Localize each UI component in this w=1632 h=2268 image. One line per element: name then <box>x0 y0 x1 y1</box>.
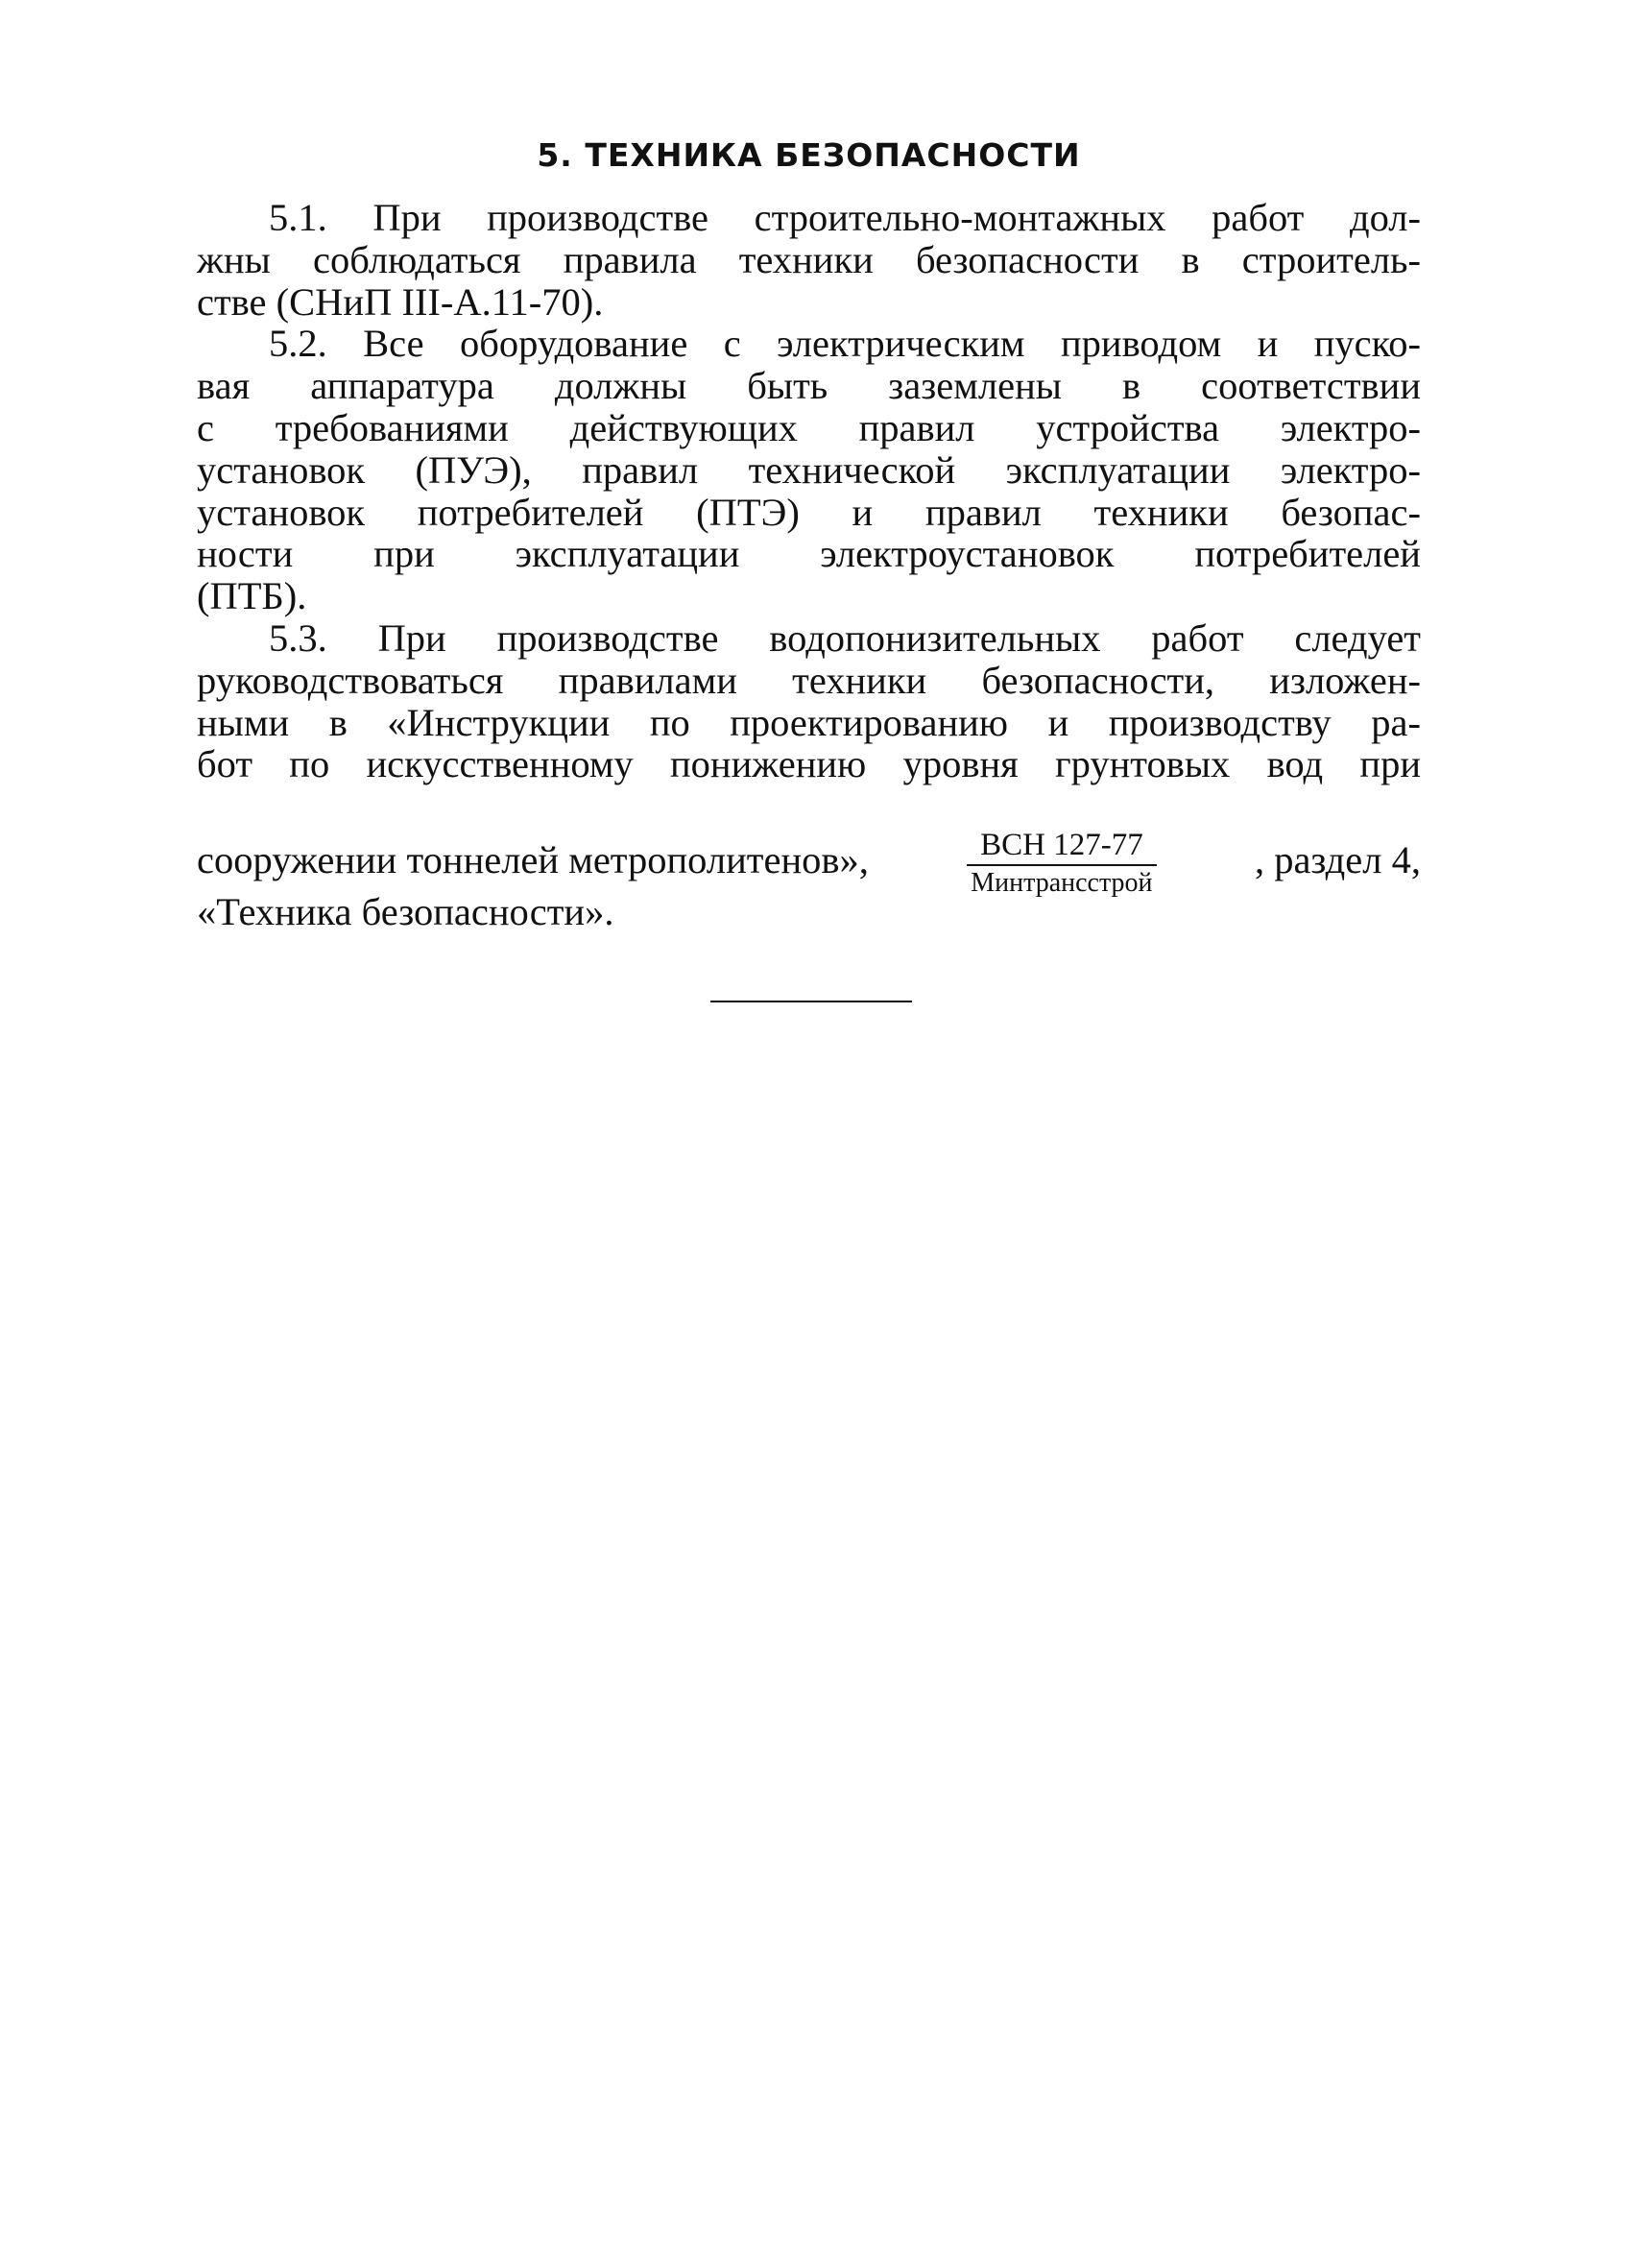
reference-fraction <box>967 828 1157 899</box>
paragraph-line: 5.1. При производстве строительно-монтажных работ дол- <box>269 196 1421 239</box>
paragraph-line: жны соблюдаться правила техники безопасности в строитель- <box>197 237 1421 281</box>
paragraph-5-3 <box>197 617 1421 933</box>
paragraph-line: 5.2. Все оборудование с электрическим приводом и пуско- <box>269 322 1421 366</box>
paragraph-5-1 <box>197 197 1421 323</box>
paragraph-line: с требованиями действующих правил устройства электро- <box>197 405 1421 449</box>
end-rule <box>710 1001 912 1002</box>
paragraph-line: ности при эксплуатации электроустановок потребителей <box>197 532 1421 576</box>
paragraph-line: стве (СНиП III-А.11-70). <box>197 279 604 324</box>
section-body <box>197 197 1421 933</box>
paragraph-line: вая аппаратура должны быть заземлены в соответствии <box>197 364 1421 408</box>
fraction-line-text-before: сооружении тоннелей метрополитенов», <box>197 838 869 882</box>
paragraph-5-2 <box>197 323 1421 617</box>
section-heading: 5. ТЕХНИКА БЕЗОПАСНОСТИ <box>537 136 1081 174</box>
paragraph-line: установок (ПУЭ), правил технической эксплуатации электро- <box>197 447 1421 492</box>
paragraph-line: бот по искусственному понижению уровня грунтовых вод при <box>197 742 1421 786</box>
fraction-denominator: Минтрансстрой <box>971 868 1153 899</box>
fraction-numerator: ВСН 127-77 <box>967 828 1157 866</box>
paragraph-line: (ПТБ). <box>197 574 307 618</box>
paragraph-line: 5.3. При производстве водопонизительных работ следует <box>269 615 1421 660</box>
paragraph-line: ными в «Инструкции по проектированию и производству ра- <box>197 700 1421 744</box>
paragraph-line: установок потребителей (ПТЭ) и правил техники безопас- <box>197 490 1421 534</box>
fraction-line <box>197 785 1421 899</box>
paragraph-line: руководствоваться правилами техники безопасности, изложен- <box>197 658 1421 702</box>
fraction-line-text-after: , раздел 4, <box>1254 838 1421 882</box>
paragraph-line: «Техника безопасности». <box>197 890 614 934</box>
